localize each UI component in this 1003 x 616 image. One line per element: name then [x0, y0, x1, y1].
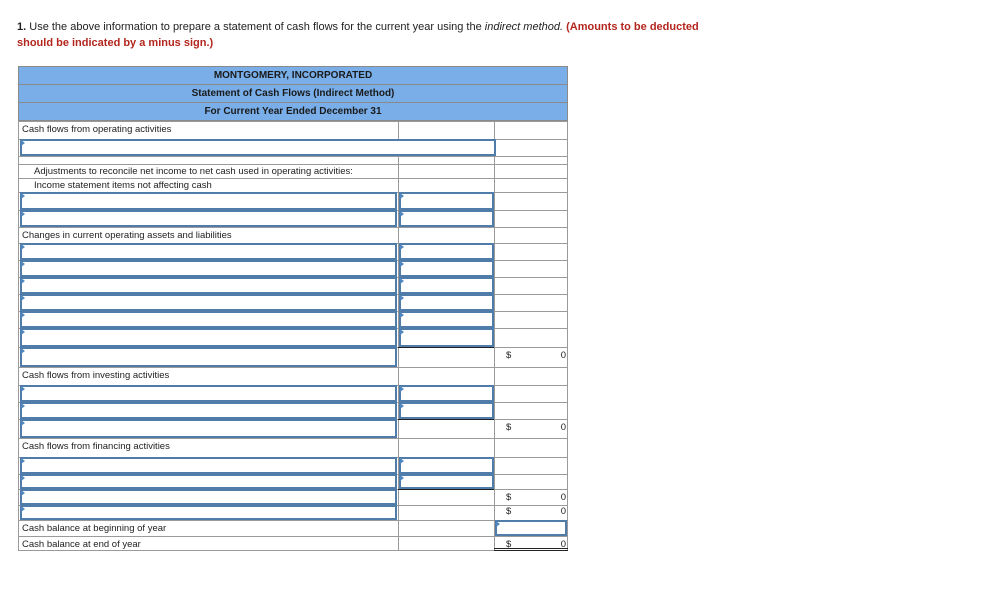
- cell-b: [398, 227, 495, 244]
- cell-c: [494, 328, 568, 348]
- line-item-input[interactable]: [20, 474, 397, 489]
- amount-input[interactable]: [399, 474, 494, 489]
- dropdown-marker-icon: [400, 244, 404, 250]
- cell-c: [494, 385, 568, 403]
- subtotal-label-input[interactable]: [20, 419, 397, 438]
- dropdown-marker-icon: [400, 278, 404, 284]
- line-item-input[interactable]: [20, 385, 397, 402]
- line-item-input[interactable]: [20, 277, 397, 294]
- dropdown-marker-icon: [21, 420, 25, 426]
- dropdown-marker-icon: [21, 140, 25, 146]
- cell-c: [494, 260, 568, 278]
- cell-b: [398, 505, 495, 521]
- line-item-input[interactable]: [20, 294, 397, 311]
- cell-b: [398, 536, 495, 551]
- subtotal-label-input[interactable]: [20, 347, 397, 367]
- statement-title: Statement of Cash Flows (Indirect Method): [18, 84, 568, 103]
- row-label: Changes in current operating assets and liabilities: [22, 230, 232, 241]
- line-item-input[interactable]: [20, 243, 397, 260]
- line-item-input[interactable]: [20, 260, 397, 277]
- cell-b: [398, 178, 495, 193]
- dropdown-marker-icon: [21, 348, 25, 354]
- dropdown-marker-icon: [21, 329, 25, 335]
- cell-c: [494, 164, 568, 179]
- cell-c: [494, 474, 568, 490]
- dropdown-marker-icon: [496, 521, 500, 527]
- cell-c: [494, 243, 568, 261]
- dropdown-marker-icon: [21, 403, 25, 409]
- amount-input[interactable]: [399, 457, 494, 474]
- dropdown-marker-icon: [21, 475, 25, 481]
- cell-c: [494, 121, 568, 140]
- company-header: MONTGOMERY, INCORPORATED: [18, 66, 568, 85]
- dropdown-marker-icon: [400, 193, 404, 199]
- row-label: Cash flows from operating activities: [22, 124, 172, 135]
- line-item-input[interactable]: [20, 139, 496, 156]
- dropdown-marker-icon: [21, 193, 25, 199]
- cell-b: [398, 367, 495, 386]
- line-item-input[interactable]: [20, 457, 397, 474]
- total-value: 0: [560, 422, 566, 433]
- cell-b: [398, 489, 495, 506]
- instruction-text: Use the above information to prepare a statement of cash flows for the current year using the: [29, 21, 482, 33]
- currency-symbol: $: [506, 506, 512, 517]
- dropdown-marker-icon: [400, 386, 404, 392]
- dropdown-marker-icon: [400, 475, 404, 481]
- dropdown-marker-icon: [400, 295, 404, 301]
- dropdown-marker-icon: [21, 458, 25, 464]
- amount-input[interactable]: [399, 210, 494, 227]
- row-label: Cash flows from investing activities: [22, 370, 170, 381]
- dropdown-marker-icon: [400, 458, 404, 464]
- cell-c: [494, 367, 568, 386]
- dropdown-marker-icon: [21, 261, 25, 267]
- cell-b: [398, 419, 495, 439]
- double-underline: [494, 548, 568, 551]
- amount-input[interactable]: [399, 385, 494, 402]
- cell-c: [494, 139, 568, 157]
- cell-b: [398, 121, 495, 140]
- row-label: Cash balance at beginning of year: [22, 523, 167, 534]
- dropdown-marker-icon: [21, 278, 25, 284]
- total-value: 0: [560, 350, 566, 361]
- amount-input[interactable]: [399, 192, 494, 210]
- cell-c: [494, 277, 568, 295]
- amount-input[interactable]: [399, 277, 494, 294]
- row-label: Cash flows from financing activities: [22, 441, 170, 452]
- statement-period: For Current Year Ended December 31: [18, 102, 568, 121]
- dropdown-marker-icon: [21, 386, 25, 392]
- cash-begin-input[interactable]: [495, 520, 567, 536]
- currency-symbol: $: [506, 492, 512, 503]
- instruction-note: (Amounts to be deducted should be indicated by a minus sign.): [17, 21, 699, 49]
- total-value: 0: [560, 539, 566, 550]
- currency-symbol: $: [506, 422, 512, 433]
- line-item-input[interactable]: [20, 210, 397, 227]
- instructions: [17, 19, 717, 51]
- dropdown-marker-icon: [400, 211, 404, 217]
- line-item-input[interactable]: [20, 402, 397, 419]
- line-item-input[interactable]: [20, 192, 397, 210]
- dropdown-marker-icon: [21, 490, 25, 496]
- net-change-label-input[interactable]: [20, 505, 397, 520]
- dropdown-marker-icon: [21, 244, 25, 250]
- subtotal-label-input[interactable]: [20, 489, 397, 505]
- cash-flow-statement: [18, 66, 568, 550]
- amount-input[interactable]: [399, 294, 494, 311]
- dropdown-marker-icon: [400, 403, 404, 409]
- cell-b: [398, 520, 495, 537]
- cell-b: [398, 347, 495, 368]
- total-value: 0: [560, 492, 566, 503]
- cell-c: [494, 311, 568, 329]
- dropdown-marker-icon: [21, 211, 25, 217]
- cell-c: [494, 192, 568, 211]
- cell-c: [494, 210, 568, 228]
- amount-input[interactable]: [399, 311, 494, 328]
- amount-input[interactable]: [399, 402, 494, 419]
- row-label: Cash balance at end of year: [22, 539, 141, 550]
- total-rule: [398, 347, 494, 348]
- total-value: 0: [560, 506, 566, 517]
- total-rule: [398, 489, 494, 490]
- dropdown-marker-icon: [400, 312, 404, 318]
- dropdown-marker-icon: [21, 506, 25, 512]
- amount-input[interactable]: [399, 328, 494, 347]
- line-item-input[interactable]: [20, 328, 397, 347]
- amount-input[interactable]: [399, 260, 494, 277]
- cell-b: [398, 438, 495, 458]
- row-label: Adjustments to reconcile net income to net cash used in operating activities:: [34, 166, 353, 177]
- cell-c: [494, 438, 568, 458]
- cell-c: [494, 294, 568, 312]
- row-label: Income statement items not affecting cash: [34, 180, 212, 191]
- cell-c: [494, 402, 568, 420]
- dropdown-marker-icon: [21, 295, 25, 301]
- instruction-method: indirect method.: [484, 21, 564, 33]
- dropdown-marker-icon: [400, 329, 404, 335]
- cell-c: [494, 178, 568, 193]
- cell-c: [494, 227, 568, 244]
- dropdown-marker-icon: [400, 261, 404, 267]
- dropdown-marker-icon: [21, 312, 25, 318]
- cell-b: [398, 164, 495, 179]
- total-rule: [398, 419, 494, 420]
- amount-input[interactable]: [399, 243, 494, 260]
- currency-symbol: $: [506, 350, 512, 361]
- cell-c: [494, 457, 568, 475]
- currency-symbol: $: [506, 539, 512, 550]
- instruction-number: 1.: [17, 21, 27, 33]
- line-item-input[interactable]: [20, 311, 397, 328]
